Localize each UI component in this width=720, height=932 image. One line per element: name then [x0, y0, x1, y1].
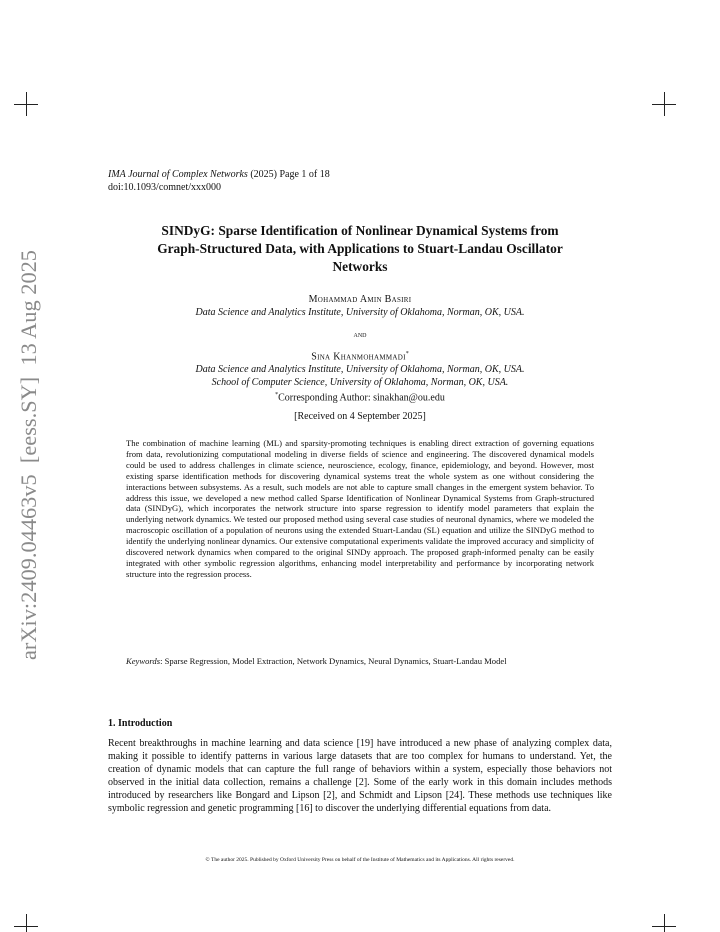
crop-mark-bottom-right-v	[664, 914, 665, 932]
paper-title	[108, 222, 612, 276]
author-1-affiliation: Data Science and Analytics Institute, University of Oklahoma, Norman, OK, USA.	[195, 307, 525, 318]
corresponding-author: Corresponding Author: sinakhan@ou.edu	[278, 392, 445, 404]
title-line-1: SINDyG: Sparse Identification of Nonlinear Dynamical Systems from	[161, 223, 559, 238]
author-separator	[108, 328, 612, 341]
received-date: [Received on 4 September 2025]	[294, 411, 426, 422]
author-2-name-line	[108, 348, 612, 363]
introduction-text: Recent breakthroughs in machine learning and data science [19] have introduced a new phase of analyzing complex data, making it possible to identify patterns in various large datasets that are too complex for humans to understand. Yet, the creation of dynamic models that can capture the full range of behaviors within a system, especially those behaviors not observed in the initial data collection, remains a challenge [2]. Some of the early work in this domain includes methods introduced by researchers like Bongard and Lipson [2], and Schmidt and Lipson [24]. These methods use techniques like symbolic regression and genetic programming [16] to discover the underlying differential equations from data.	[108, 738, 612, 814]
author-2-name: Sina Khanmohammadi	[311, 351, 406, 363]
crop-mark-bottom-left-v	[26, 914, 27, 932]
keywords-text: : Sparse Regression, Model Extraction, Network Dynamics, Neural Dynamics, Stuart-Landau Model	[160, 656, 507, 666]
crop-mark-top-right-v	[664, 92, 665, 116]
section-number: 1.	[108, 718, 116, 729]
section-heading	[108, 718, 172, 729]
journal-header	[108, 168, 330, 194]
journal-name: IMA Journal of Complex Networks	[108, 169, 248, 180]
journal-line	[108, 168, 330, 181]
and-word: and	[353, 329, 367, 339]
copyright-footer: © The author 2025. Published by Oxford University Press on behalf of the Institute of Mathematics and its Applications. All rights reserved.	[205, 857, 515, 863]
author-2-affiliation-1: Data Science and Analytics Institute, University of Oklahoma, Norman, OK, USA.	[195, 364, 525, 376]
keywords	[126, 656, 594, 667]
title-line-3: Networks	[332, 259, 388, 274]
section-title: Introduction	[118, 718, 173, 729]
journal-year-page: (2025) Page 1 of 18	[247, 169, 330, 180]
crop-mark-top-left-v	[26, 92, 27, 116]
keywords-label: Keywords	[126, 656, 161, 666]
title-line-2: Graph-Structured Data, with Applications to Stuart-Landau Oscillator	[157, 241, 563, 256]
arxiv-stamp	[10, 245, 46, 660]
journal-doi: doi:10.1093/comnet/xxx000	[108, 182, 222, 193]
corresponding-line	[108, 389, 612, 404]
abstract-text: The combination of machine learning (ML) and sparsity-promoting techniques is enabling direct extraction of governing equations from data, revolutionizing computational modeling in diverse fields of science and engineering. The discovered dynamical models could be used to address challenges in climate science, neuroscience, ecology, finance, epidemiology, and beyond. However, most existing sparse identification methods for discovering dynamical systems treat the whole system as one without considering the interactions between subsystems. As a result, such models are not able to capture small changes in the emergent system behavior. To address this issue, we developed a new method called Sparse Identification of Nonlinear Dynamical Systems from Graph-structured data (SINDyG), which incorporates the network structure into sparse regression to identify model parameters that explain the underlying network dynamics. We tested our proposed method using several case studies of neuronal dynamics, where we modeled the macroscopic oscillation of a population of neurons using the extended Stuart-Landau (SL) equation and utilize the SINDyG method to identify the underlying nonlinear dynamics. Our extensive computational experiments validate the improved accuracy and simplicity of discovered network dynamics when compared to the original SINDy approach. The proposed graph-informed penalty can be easily integrated with other symbolic regression algorithms, enhancing model interpretability and performance by incorporating network structure into the regression process.	[126, 438, 594, 579]
author-1-block	[108, 293, 612, 319]
author-2-mark: *	[405, 351, 409, 357]
arxiv-stamp-text: arXiv:2409.04463v5 [eess.SY] 13 Aug 2025	[16, 256, 41, 660]
author-2-block	[108, 348, 612, 405]
corresponding-mark: *	[275, 392, 279, 399]
author-2-affiliation-2: School of Computer Science, University of Oklahoma, Norman, OK, USA.	[211, 377, 509, 389]
author-1-name: Mohammad Amin Basiri	[308, 294, 412, 305]
